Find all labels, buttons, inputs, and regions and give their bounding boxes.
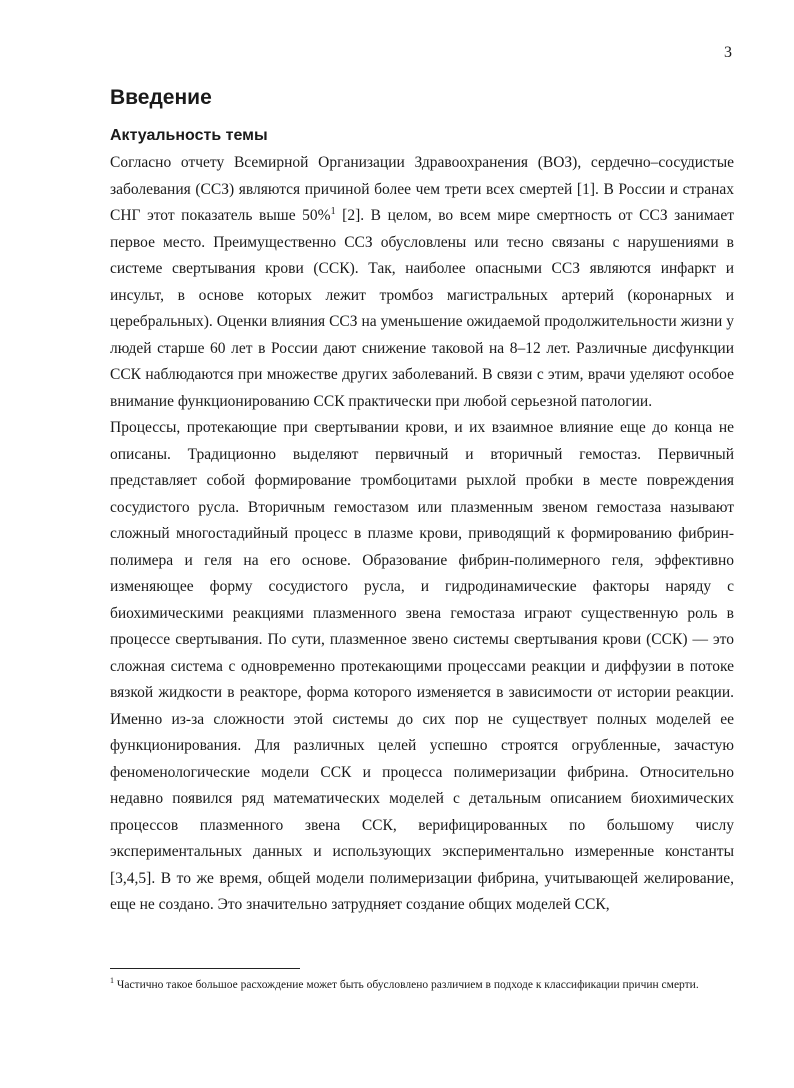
page-number: 3 xyxy=(724,44,732,61)
section-heading: Введение xyxy=(110,86,212,109)
paragraph-1-text-b: [2]. В целом, во всем мире смертность от ССЗ занимает первое место. Преимущественно ССЗ обусловлены или тесно связаны с нарушениями в системе свертывания крови (ССК). Так, наиболее опасными ССЗ являются инфаркт и инсульт, в основе которых лежит тромбоз магистральных артерий (коронарных и церебральных). Оценки влияния ССЗ на уменьшение ожидаемой продолжительности жизни у людей старше 60 лет в России дают снижение таковой на 8–12 лет. Различные дисфункции ССК наблюдаются при множестве других заболеваний. В связи с этим, врачи уделяют особое внимание функционированию ССК практически при любой серьезной патологии. xyxy=(110,207,734,410)
footnote-divider xyxy=(110,968,300,969)
body-text xyxy=(110,150,734,919)
footnote-ref: 1 xyxy=(330,205,336,217)
footnote-text: Частично такое большое расхождение может быть обусловлено различием в подходе к классификации причин смерти. xyxy=(114,979,699,991)
footnote xyxy=(110,978,730,993)
paragraph-1 xyxy=(110,150,734,415)
subsection-heading: Актуальность темы xyxy=(110,127,268,144)
paragraph-1-text-a: Согласно отчету Всемирной Организации Здравоохранения (ВОЗ), сердечно–сосудистые заболевания (ССЗ) являются причиной более чем трети всех смертей [1]. В России и странах СНГ этот показатель выше 50% xyxy=(110,154,734,224)
paragraph-2: Процессы, протекающие при свертывании крови, и их взаимное влияние еще до конца не описаны. Традиционно выделяют первичный и вторичный гемостаз. Первичный представляет собой формирование тромбоцитами рыхлой пробки в месте повреждения сосудистого русла. Вторичным гемостазом или плазменным звеном гемостаза называют сложный многостадийный процесс в плазме крови, приводящий к формированию фибрин-полимера и геля на его основе. Образование фибрин-полимерного геля, эффективно изменяющее форму сосудистого русла, и гидродинамические факторы наряду с биохимическими реакциями плазменного звена гемостаза играют существенную роль в процессе свертывания. По сути, плазменное звено системы свертывания крови (ССК) — это сложная система с одновременно протекающими процессами реакции и диффузии в потоке вязкой жидкости в реакторе, форма которого изменяется в зависимости от истории реакции. Именно из-за сложности этой системы до сих пор не существует полных моделей ее функционирования. Для различных целей успешно строятся огрубленные, зачастую феноменологические модели ССК и процесса полимеризации фибрина. Относительно недавно появился ряд математических моделей с детальным описанием биохимических процессов плазменного звена ССК, верифицированных по большому числу экспериментальных данных и использующих экспериментально измеренные константы [3,4,5]. В то же время, общей модели полимеризации фибрина, учитывающей желирование, еще не создано. Это значительно затрудняет создание общих моделей ССК, xyxy=(110,419,734,913)
footnote-marker: 1 xyxy=(110,976,114,986)
